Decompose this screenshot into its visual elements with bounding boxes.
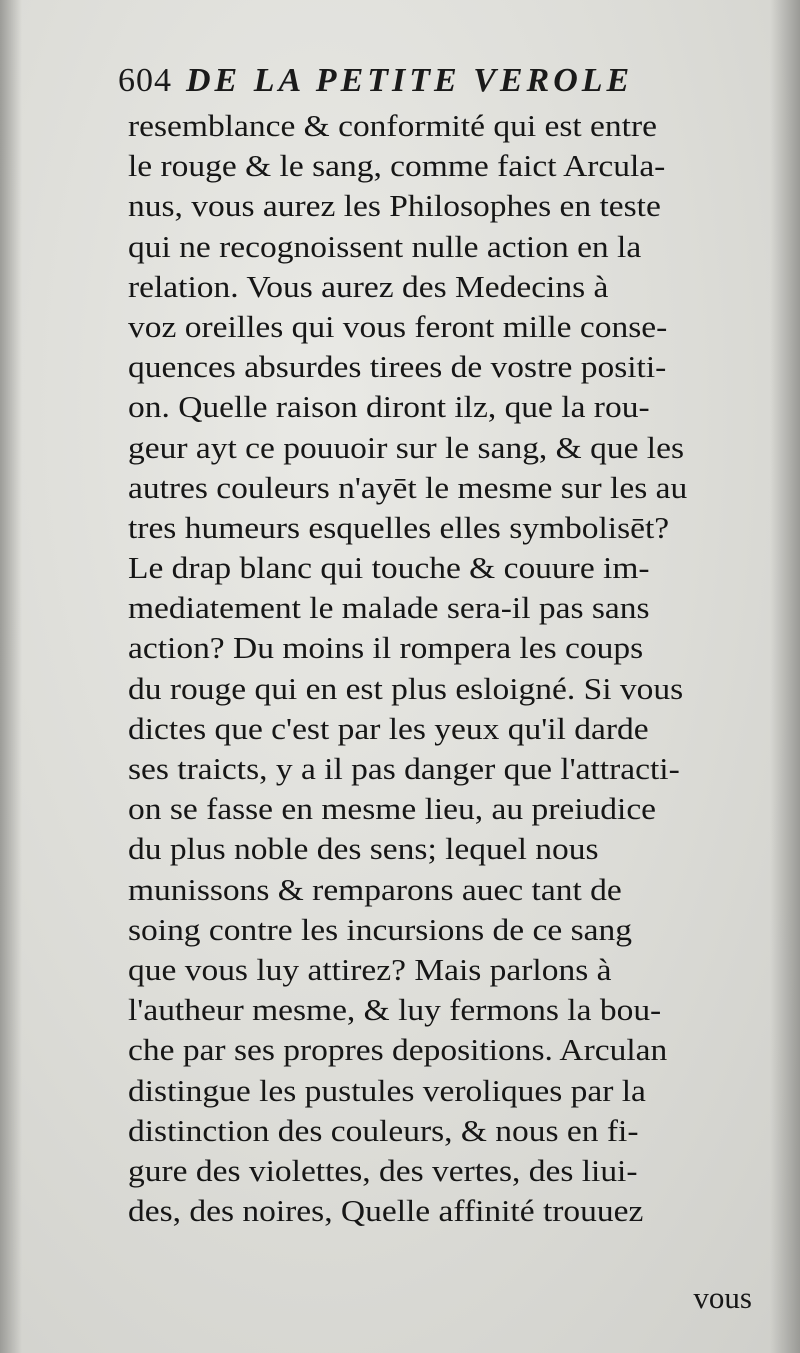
text-line: munissons & remparons auec tant de [128, 871, 622, 907]
page-number: 604 [118, 62, 172, 99]
text-line: dictes que c'est par les yeux qu'il darde [128, 710, 649, 746]
text-line: gure des violettes, des vertes, des liui- [128, 1152, 638, 1188]
text-line: quences absurdes tirees de vostre positi- [128, 349, 667, 385]
running-title: DE LA PETITE VEROLE [186, 62, 634, 99]
text-line: que vous luy attirez? Mais parlons à [128, 951, 612, 987]
text-line: nus, vous aurez les Philosophes en teste [128, 188, 661, 224]
text-line: du plus noble des sens; lequel nous [128, 831, 599, 867]
text-line: Le drap blanc qui touche & couure im- [128, 550, 650, 586]
text-line: distinction des couleurs, & nous en fi- [128, 1112, 639, 1148]
catchword: vous [693, 1280, 752, 1315]
text-line: soing contre les incursions de ce sang [128, 911, 632, 947]
text-line: geur ayt ce pouuoir sur le sang, & que les [128, 429, 684, 465]
text-line: action? Du moins il rompera les coups [128, 630, 644, 666]
text-line: mediatement le malade sera-il pas sans [128, 590, 650, 626]
text-line: voz oreilles qui vous feront mille conse- [128, 308, 668, 344]
text-line: relation. Vous aurez des Medecins à [128, 268, 609, 304]
body-text [128, 106, 758, 1231]
text-line: ses traicts, y a il pas danger que l'attracti- [128, 751, 680, 786]
text-line: che par ses propres depositions. Arculan [128, 1032, 668, 1068]
text-line: autres couleurs n'ayēt le mesme sur les au [128, 469, 688, 505]
text-line: on se fasse en mesme lieu, au preiudice [128, 791, 657, 827]
text-line: tres humeurs esquelles elles symbolisēt? [128, 509, 670, 545]
gutter-shadow [0, 0, 22, 1353]
text-line: on. Quelle raison diront ilz, que la rou- [128, 389, 650, 425]
text-line: des, des noires, Quelle affinité trouuez [128, 1193, 644, 1229]
text-line: qui ne recognoissent nulle action en la [128, 228, 642, 264]
text-line: le rouge & le sang, comme faict Arcula- [128, 148, 666, 184]
text-line: l'autheur mesme, & luy fermons la bou- [128, 992, 662, 1028]
text-line: resemblance & conformité qui est entre [128, 108, 657, 143]
text-line: du rouge qui en est plus esloigné. Si vous [128, 670, 684, 706]
page-header [118, 62, 758, 112]
text-line: distingue les pustules veroliques par la [128, 1072, 646, 1108]
